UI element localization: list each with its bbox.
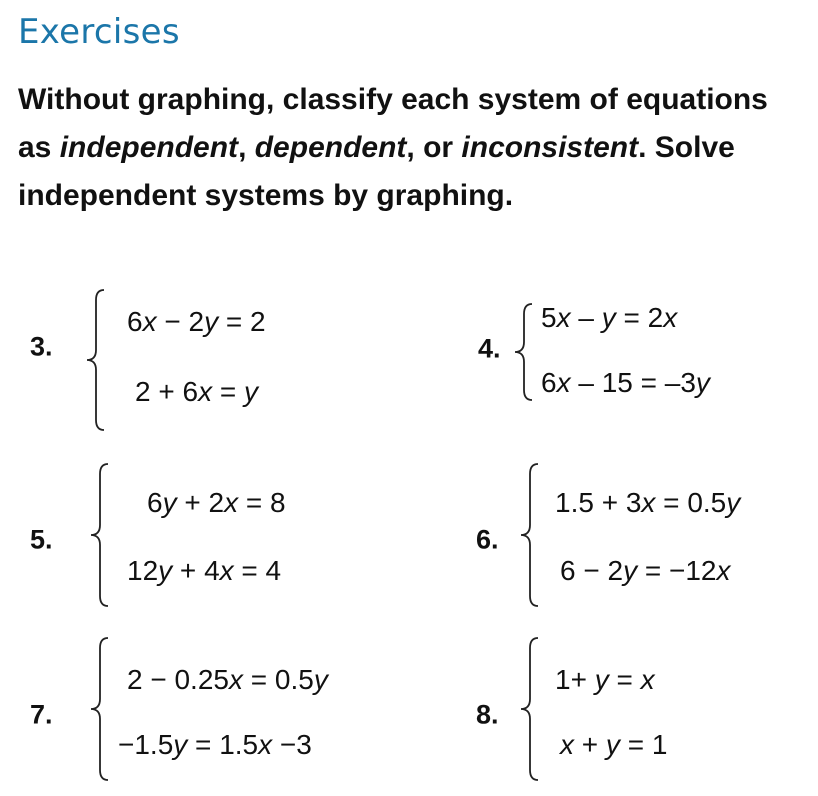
equation: 6x – 15 = –3y — [541, 367, 710, 398]
brace-icon — [512, 302, 536, 402]
brace-icon — [84, 288, 108, 432]
instructions-text: . Solve independent systems by graphing. — [18, 131, 735, 212]
problem-number: 8. — [476, 699, 499, 730]
separator: , — [238, 131, 255, 164]
section-heading: Exercises — [18, 12, 180, 52]
equation: x + y = 1 — [560, 729, 668, 760]
term-independent: independent — [59, 131, 239, 164]
brace-icon — [518, 462, 542, 608]
instructions — [18, 76, 808, 220]
equation: 1.5 + 3x = 0.5y — [555, 487, 741, 518]
separator: , or — [406, 131, 462, 164]
problem-number: 7. — [30, 699, 53, 730]
problem-number: 3. — [30, 331, 53, 362]
equation: 5x – y = 2x — [541, 302, 678, 333]
equation: 1+ y = x — [555, 664, 655, 695]
equation: −1.5y = 1.5x −3 — [118, 729, 312, 760]
problem-number: 4. — [478, 333, 501, 364]
term-dependent: dependent — [254, 131, 407, 164]
equation: 2 − 0.25x = 0.5y — [127, 664, 328, 695]
brace-icon — [88, 462, 112, 608]
equation: 6x − 2y = 2 — [127, 306, 266, 337]
equation: 6y + 2x = 8 — [147, 487, 286, 518]
brace-icon — [518, 636, 542, 782]
equation: 6 − 2y = −12x — [560, 555, 731, 586]
instructions-text: Without graphing, classify each system of equations as — [18, 83, 768, 164]
brace-icon — [88, 636, 112, 782]
equation: 2 + 6x = y — [135, 376, 258, 407]
term-inconsistent: inconsistent — [461, 131, 639, 164]
problem-number: 6. — [476, 524, 499, 555]
problem-number: 5. — [30, 524, 53, 555]
equation: 12y + 4x = 4 — [127, 555, 282, 586]
